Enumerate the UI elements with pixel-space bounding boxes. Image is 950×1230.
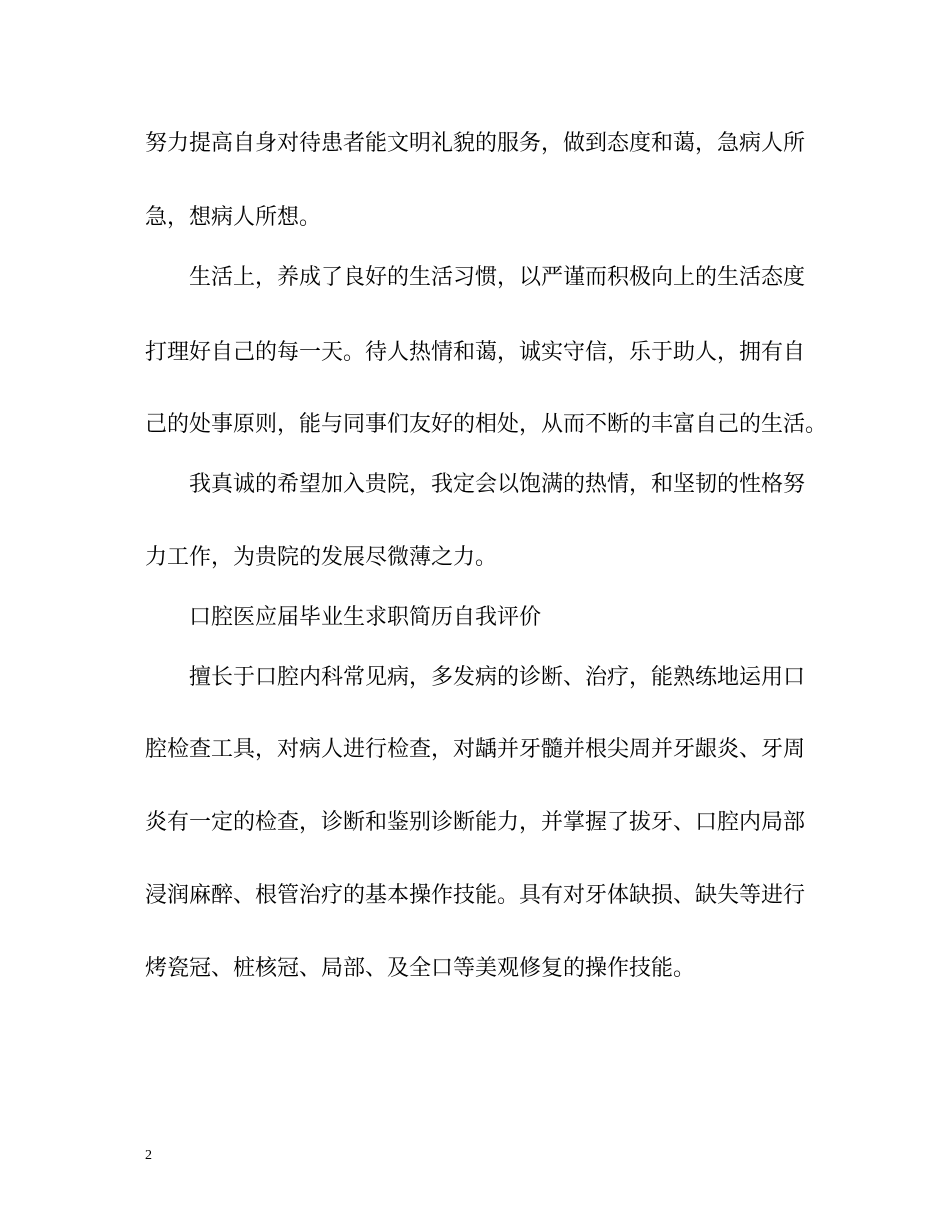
section-heading: 口腔医应届毕业生求职简历自我评价 xyxy=(189,605,542,630)
text-line: 腔检查工具，对病人进行检查，对龋并牙髓并根尖周并牙龈炎、牙周 xyxy=(145,737,806,762)
text-line: 己的处事原则，能与同事们友好的相处，从而不断的丰富自己的生活。 xyxy=(145,412,828,437)
text-line: 力工作，为贵院的发展尽微薄之力。 xyxy=(145,545,498,570)
text-line: 炎有一定的检查，诊断和鉴别诊断能力，并掌握了拔牙、口腔内局部 xyxy=(145,810,806,835)
page-number: 2 xyxy=(145,1148,152,1163)
text-line: 烤瓷冠、桩核冠、局部、及全口等美观修复的操作技能。 xyxy=(145,956,696,981)
text-line: 急，想病人所想。 xyxy=(145,205,322,230)
text-line: 浸润麻醉、根管治疗的基本操作技能。具有对牙体缺损、缺失等进行 xyxy=(145,883,806,908)
text-line: 努力提高自身对待患者能文明礼貌的服务，做到态度和蔼，急病人所 xyxy=(145,131,806,156)
text-line: 打理好自己的每一天。待人热情和蔼，诚实守信，乐于助人，拥有自 xyxy=(145,340,806,365)
paragraph-start-line: 我真诚的希望加入贵院，我定会以饱满的热情，和坚韧的性格努 xyxy=(189,472,806,497)
paragraph-start-line: 擅长于口腔内科常见病，多发病的诊断、治疗，能熟练地运用口 xyxy=(189,665,806,690)
paragraph-start-line: 生活上，养成了良好的生活习惯，以严谨而积极向上的生活态度 xyxy=(189,265,806,290)
